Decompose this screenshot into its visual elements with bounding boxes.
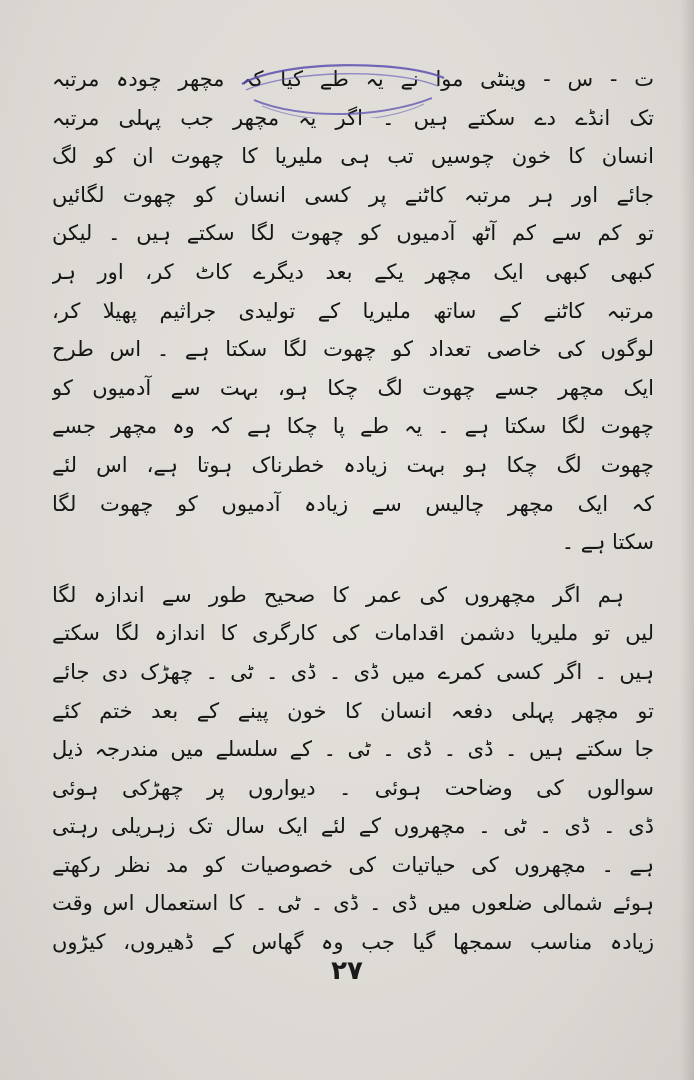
page-edge-shadow	[680, 0, 694, 1080]
text-line: جا سکتے ہیں ۔ ڈی ۔ ڈی ۔ ٹی ۔ کے سلسلے میں مندرجہ ذیل	[52, 737, 654, 762]
text-line: تو کم سے کم آٹھ آدمیوں کو چھوت لگا سکتے ہیں ۔ لیکن	[52, 221, 654, 246]
text-line: جائے اور ہر مرتبہ کاٹنے پر کسی انسان کو چھوت لگائیں	[52, 182, 654, 207]
text-line: ت - س - وینٹی موا نے یہ طے کیا کہ مچھر چودہ مرتبہ	[52, 67, 654, 91]
page-number: ٢٧	[331, 956, 363, 986]
text-line: ہوئے شمالی ضلعوں میں ڈی ۔ ڈی ۔ ٹی ۔ کا استعمال اس وقت	[52, 891, 654, 916]
text-line: لوگوں کی خاصی تعداد کو چھوت لگا سکتا ہے ۔ اس طرح	[52, 337, 654, 362]
text-line: سکتا ہے ۔	[561, 530, 654, 555]
text-line: ہیں ۔ اگر کسی کمرے میں ڈی ۔ ڈی ۔ ٹی ۔ چھڑک دی جائے	[52, 659, 654, 684]
text-line: سوالوں کی وضاحت ہوئی ۔ دیواروں پر چھڑکی ہوئی	[52, 775, 654, 800]
text-line: مرتبہ کاٹنے کے ساتھ ملیریا کے تولیدی جراثیم پھیلا کر،	[52, 298, 654, 323]
text-line: کہ ایک مچھر چالیس سے زیادہ آدمیوں کو چھوت لگا	[52, 491, 654, 516]
paragraph-start-line: ہم اگر مچھروں کی عمر کا صحیح طور سے اندازہ لگا	[52, 582, 624, 607]
text-line: چھوت لگ چکا ہو بہت زیادہ خطرناک ہوتا ہے، اس لئے	[52, 452, 654, 477]
library-stamp	[232, 56, 452, 118]
text-line: انسان کا خون چوسیں تب ہی ملیریا کا چھوت ان کو لگ	[52, 144, 654, 169]
text-line: کبھی کبھی ایک مچھر یکے بعد دیگرے کاٹ کر، اور ہر	[52, 259, 654, 284]
text-line: ایک مچھر جسے چھوت لگ چکا ہو، بہت سے آدمیوں کو	[52, 375, 654, 400]
text-line: چھوت لگا سکتا ہے ۔ یہ طے پا چکا ہے کہ وہ مچھر جسے	[52, 414, 654, 439]
body-text	[52, 60, 654, 962]
text-line: ہے ۔ مچھروں کی حیاتیات کی خصوصیات کو مد نظر رکھتے	[52, 852, 654, 877]
text-line: ڈی ۔ ڈی ۔ ٹی ۔ مچھروں کے لئے ایک سال تک زہریلی رہتی	[52, 814, 654, 839]
text-line: زیادہ مناسب سمجھا گیا جب وہ گھاس کے ڈھیروں، کیڑوں	[52, 930, 654, 955]
text-line: تک انڈے دے سکتے ہیں ۔ اگر یہ مچھر جب پہلی مرتبہ	[52, 105, 654, 130]
text-line: تو مچھر پہلی دفعہ انسان کا خون پینے کے بعد ختم کئے	[52, 698, 654, 723]
text-line: لیں تو ملیریا دشمن اقدامات کی کارگری کا اندازہ لگا سکتے	[52, 621, 654, 646]
